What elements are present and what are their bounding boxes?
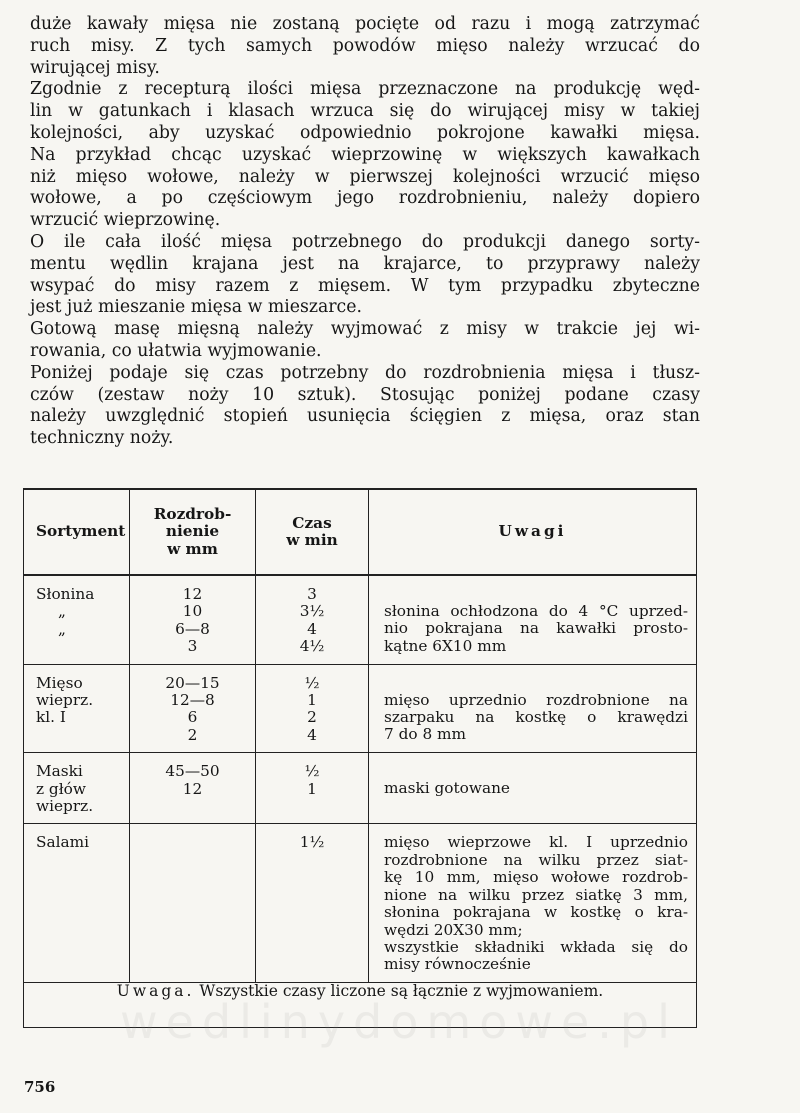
cell-value: 12 — [182, 779, 203, 798]
remark-line: wszystkie składniki wkłada się do — [384, 937, 688, 956]
cell-rozdrobnienie — [130, 575, 256, 664]
cell-uwagi — [369, 575, 697, 664]
note-label: Uwaga. — [116, 981, 195, 1000]
cell-uwagi — [369, 824, 697, 982]
cell-text: kl. I — [36, 708, 66, 727]
body-line: niż mięso wołowe, należy w pierwszej kolejności wrzucić mięso — [30, 166, 700, 187]
body-line: wirującej misy. — [30, 57, 160, 78]
body-line: ruch misy. Z tych samych powodów mięso należy wrzucać do — [30, 35, 700, 56]
cell-rozdrobnienie — [130, 753, 256, 824]
remark-line: szarpaku na kostkę o krawędzi — [384, 708, 688, 727]
cell-value: 20—15 — [165, 673, 220, 692]
header-rozdrobnienie-line: nienie — [165, 522, 220, 541]
cell-value: 12—8 — [170, 691, 215, 710]
cell-rozdrobnienie — [130, 664, 256, 753]
table-row — [24, 664, 697, 753]
cell-value: 3 — [187, 637, 198, 656]
cell-value: 2 — [307, 708, 317, 727]
remark-line: mięso uprzednio rozdrobnione na — [384, 690, 688, 709]
cell-value: 6 — [187, 708, 198, 727]
remark-line: 7 do 8 mm — [384, 725, 467, 744]
cell-text: wieprz. — [36, 691, 94, 710]
note-text: Wszystkie czasy liczone są łącznie z wyjmowaniem. — [199, 981, 604, 1000]
cell-value: 3 — [307, 585, 317, 603]
remark-line: nio pokrajana na kawałki prosto- — [384, 619, 688, 638]
cell-value: 10 — [182, 602, 203, 621]
cell-sortyment — [24, 664, 130, 753]
body-text — [30, 14, 700, 450]
table-row — [24, 824, 697, 982]
remark-line: kę 10 mm, mięso wołowe rozdrob- — [384, 868, 688, 887]
cell-text: Mięso — [36, 673, 83, 692]
chopping-time-table — [23, 488, 697, 1056]
table-note — [24, 982, 697, 1027]
body-line: mentu wędlin krajana jest na krajarce, to przyprawy należy — [30, 253, 700, 274]
table-note-row — [24, 982, 697, 1027]
remark-line: słonina ochłodzona do 4 °C uprzed- — [384, 602, 688, 620]
body-line: należy uwzględnić stopień usunięcia ścięgien z mięsa, oraz stan — [30, 406, 700, 427]
body-line: wrzucić wieprzowinę. — [30, 210, 221, 231]
cell-sortyment — [24, 824, 130, 982]
table-row — [24, 753, 697, 824]
remark-line: wędzi 20X30 mm; — [384, 920, 523, 939]
body-line: jest już mieszanie mięsa w mieszarce. — [30, 297, 362, 318]
remark-line: mięso wieprzowe kl. I uprzednio — [384, 833, 688, 852]
cell-value: 2 — [187, 725, 198, 744]
cell-value: 4 — [307, 725, 317, 744]
body-line: rowania, co ułatwia wyjmowanie. — [30, 340, 322, 361]
header-czas-line: w min — [286, 531, 338, 549]
cell-uwagi — [369, 753, 697, 824]
cell-czas — [256, 824, 369, 982]
ditto-mark: „ — [58, 619, 66, 638]
cell-value: 45—50 — [165, 762, 220, 781]
cell-value: 4½ — [299, 637, 325, 656]
body-line: O ile cała ilość mięsa potrzebnego do produkcji danego sorty- — [30, 231, 700, 252]
body-line: wsypać do misy razem z mięsem. W tym przypadku zbyteczne — [30, 275, 700, 296]
cell-text: Salami — [36, 833, 90, 852]
cell-value: 3½ — [299, 602, 325, 621]
header-sortyment: Sortyment — [24, 489, 130, 575]
cell-value: 6—8 — [175, 619, 210, 638]
body-line: Na przykład chcąc uzyskać wieprzowinę w większych kawałkach — [30, 144, 700, 165]
ditto-mark: „ — [58, 602, 66, 621]
remark-line: misy równocześnie — [384, 955, 531, 974]
header-czas-line: Czas — [292, 513, 332, 532]
body-line: techniczny noży. — [30, 428, 174, 449]
cell-text: z głów — [36, 779, 86, 798]
header-czas — [256, 489, 369, 575]
body-line: duże kawały mięsa nie zostaną pocięte od razu i mogą zatrzymać — [30, 14, 700, 34]
remark-line: maski gotowane — [384, 779, 510, 798]
remark-line: rozdrobnione na wilku przez siat- — [384, 850, 688, 869]
cell-value: 4 — [307, 619, 317, 638]
header-uwagi: Uwagi — [369, 489, 697, 575]
cell-value: ½ — [304, 673, 320, 692]
cell-sortyment — [24, 575, 130, 664]
watermark: wedlinydomowe.pl — [120, 995, 678, 1049]
remark-line: słonina pokrajana w kostkę o kra- — [384, 903, 688, 922]
remark-line: nione na wilku przez siatkę 3 mm, — [384, 885, 688, 904]
cell-value: 12 — [182, 585, 203, 603]
body-line: kolejności, aby uzyskać odpowiednio pokrojone kawałki mięsa. — [30, 122, 700, 143]
body-line: Zgodnie z recepturą ilości mięsa przeznaczone na produkcję węd- — [30, 79, 700, 100]
cell-value: 1 — [307, 691, 317, 710]
page-number: 756 — [24, 1078, 56, 1096]
cell-text: Słonina — [36, 585, 95, 603]
cell-text: Maski — [36, 762, 83, 781]
body-line: Poniżej podaje się czas potrzebny do rozdrobnienia mięsa i tłusz- — [30, 362, 700, 383]
cell-rozdrobnienie — [130, 824, 256, 982]
table-row — [24, 575, 697, 664]
cell-value: 1 — [307, 779, 317, 798]
cell-sortyment — [24, 753, 130, 824]
cell-czas — [256, 664, 369, 753]
header-rozdrobnienie-line: w mm — [167, 539, 218, 558]
cell-value: 1½ — [299, 833, 325, 852]
body-line: lin w gatunkach i klasach wrzuca się do wirującej misy w takiej — [30, 101, 700, 122]
body-line: wołowe, a po częściowym jego rozdrobnieniu, należy dopiero — [30, 188, 700, 209]
remark-line: kątne 6X10 mm — [384, 636, 507, 655]
cell-value: ½ — [304, 762, 320, 781]
header-rozdrobnienie — [130, 489, 256, 575]
body-line: czów (zestaw noży 10 sztuk). Stosując poniżej podane czasy — [30, 384, 700, 405]
cell-czas — [256, 575, 369, 664]
body-line: Gotową masę mięsną należy wyjmować z misy w trakcie jej wi- — [30, 319, 700, 340]
cell-czas — [256, 753, 369, 824]
header-rozdrobnienie-line: Rozdrob- — [153, 504, 232, 523]
cell-text: wieprz. — [36, 797, 94, 816]
cell-uwagi — [369, 664, 697, 753]
